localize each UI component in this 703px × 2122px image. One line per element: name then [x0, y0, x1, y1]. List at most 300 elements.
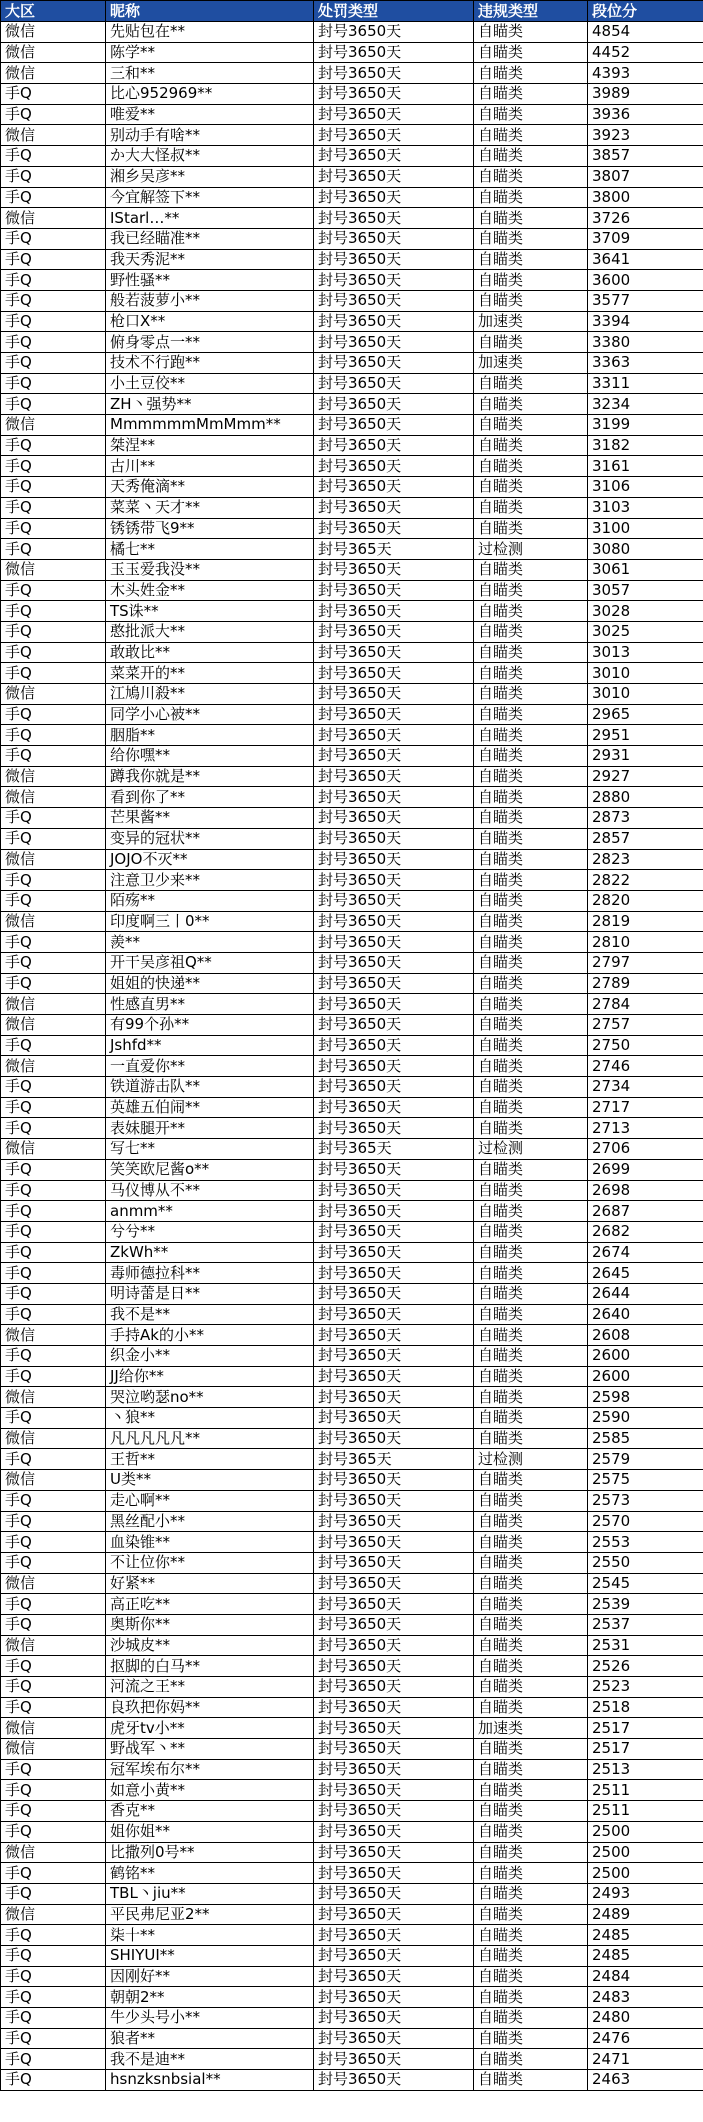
- cell-rank-score: 2511: [588, 1801, 703, 1822]
- cell-penalty: 封号3650天: [314, 290, 474, 311]
- cell-rank-score: 2880: [588, 787, 703, 808]
- table-row: [1, 1801, 703, 1822]
- cell-region: 手Q: [1, 1346, 106, 1367]
- cell-rank-score: 3923: [588, 125, 703, 146]
- cell-penalty: 封号3650天: [314, 2070, 474, 2091]
- cell-penalty: 封号3650天: [314, 146, 474, 167]
- cell-violation: 自瞄类: [474, 2070, 588, 2091]
- cell-nickname: 姐你姐**: [106, 1821, 314, 1842]
- cell-violation: 自瞄类: [474, 2028, 588, 2049]
- cell-nickname: 血染锥**: [106, 1532, 314, 1553]
- cell-nickname: 良玖把你妈**: [106, 1697, 314, 1718]
- table-row: [1, 1159, 703, 1180]
- cell-rank-score: 3311: [588, 373, 703, 394]
- cell-rank-score: 2750: [588, 1035, 703, 1056]
- cell-penalty: 封号3650天: [314, 84, 474, 105]
- cell-penalty: 封号3650天: [314, 1656, 474, 1677]
- cell-region: 手Q: [1, 270, 106, 291]
- cell-region: 微信: [1, 1428, 106, 1449]
- cell-violation: 自瞄类: [474, 1801, 588, 1822]
- cell-violation: 自瞄类: [474, 1201, 588, 1222]
- cell-penalty: 封号3650天: [314, 249, 474, 270]
- cell-rank-score: 2500: [588, 1821, 703, 1842]
- cell-violation: 自瞄类: [474, 1945, 588, 1966]
- cell-violation: 自瞄类: [474, 208, 588, 229]
- table-row: [1, 1842, 703, 1863]
- cell-rank-score: 2537: [588, 1614, 703, 1635]
- table-row: [1, 1821, 703, 1842]
- cell-nickname: 胭脂**: [106, 725, 314, 746]
- cell-nickname: 锈锈带飞9**: [106, 518, 314, 539]
- cell-penalty: 封号3650天: [314, 1490, 474, 1511]
- cell-region: 微信: [1, 849, 106, 870]
- cell-region: 手Q: [1, 290, 106, 311]
- table-row: [1, 1532, 703, 1553]
- cell-rank-score: 3380: [588, 332, 703, 353]
- cell-violation: 自瞄类: [474, 1097, 588, 1118]
- cell-penalty: 封号3650天: [314, 684, 474, 705]
- cell-nickname: 野战军丶**: [106, 1739, 314, 1760]
- cell-region: 手Q: [1, 1077, 106, 1098]
- cell-rank-score: 2485: [588, 1925, 703, 1946]
- table-row: [1, 1945, 703, 1966]
- cell-nickname: IStarl…**: [106, 208, 314, 229]
- cell-violation: 加速类: [474, 311, 588, 332]
- cell-region: 手Q: [1, 1408, 106, 1429]
- cell-penalty: 封号3650天: [314, 1677, 474, 1698]
- cell-region: 手Q: [1, 642, 106, 663]
- cell-region: 微信: [1, 1739, 106, 1760]
- cell-region: 手Q: [1, 1780, 106, 1801]
- cell-nickname: 小土豆佼**: [106, 373, 314, 394]
- cell-nickname: 桀涅**: [106, 435, 314, 456]
- cell-violation: 自瞄类: [474, 1573, 588, 1594]
- cell-rank-score: 3013: [588, 642, 703, 663]
- cell-rank-score: 2553: [588, 1532, 703, 1553]
- cell-rank-score: 2645: [588, 1263, 703, 1284]
- cell-violation: 自瞄类: [474, 1242, 588, 1263]
- cell-nickname: 鹤铭**: [106, 1863, 314, 1884]
- cell-nickname: 因刚好**: [106, 1966, 314, 1987]
- cell-violation: 自瞄类: [474, 704, 588, 725]
- cell-rank-score: 2789: [588, 973, 703, 994]
- cell-region: 手Q: [1, 187, 106, 208]
- cell-rank-score: 2575: [588, 1470, 703, 1491]
- cell-penalty: 封号3650天: [314, 1015, 474, 1036]
- cell-violation: 自瞄类: [474, 1325, 588, 1346]
- cell-rank-score: 2463: [588, 2070, 703, 2091]
- cell-nickname: 先贴包在**: [106, 22, 314, 43]
- cell-penalty: 封号3650天: [314, 1387, 474, 1408]
- cell-nickname: anmm**: [106, 1201, 314, 1222]
- cell-penalty: 封号3650天: [314, 42, 474, 63]
- cell-violation: 自瞄类: [474, 228, 588, 249]
- cell-penalty: 封号3650天: [314, 518, 474, 539]
- cell-violation: 自瞄类: [474, 290, 588, 311]
- cell-rank-score: 2600: [588, 1366, 703, 1387]
- table-row: [1, 1883, 703, 1904]
- cell-penalty: 封号3650天: [314, 932, 474, 953]
- cell-penalty: 封号3650天: [314, 1408, 474, 1429]
- cell-violation: 自瞄类: [474, 787, 588, 808]
- cell-nickname: 手持Ak的小**: [106, 1325, 314, 1346]
- cell-violation: 自瞄类: [474, 1035, 588, 1056]
- cell-penalty: 封号3650天: [314, 166, 474, 187]
- cell-rank-score: 2857: [588, 828, 703, 849]
- table-row: [1, 518, 703, 539]
- table-row: [1, 1718, 703, 1739]
- cell-region: 手Q: [1, 1304, 106, 1325]
- cell-nickname: 王哲**: [106, 1449, 314, 1470]
- cell-violation: 自瞄类: [474, 1428, 588, 1449]
- cell-region: 手Q: [1, 435, 106, 456]
- cell-nickname: ZH丶强势**: [106, 394, 314, 415]
- cell-region: 手Q: [1, 1532, 106, 1553]
- cell-penalty: 封号3650天: [314, 125, 474, 146]
- cell-penalty: 封号3650天: [314, 621, 474, 642]
- cell-nickname: 看到你了**: [106, 787, 314, 808]
- cell-penalty: 封号365天: [314, 1449, 474, 1470]
- cell-nickname: 别动手有啥**: [106, 125, 314, 146]
- cell-rank-score: 2539: [588, 1594, 703, 1615]
- cell-region: 手Q: [1, 2070, 106, 2091]
- cell-region: 微信: [1, 1056, 106, 1077]
- cell-rank-score: 3800: [588, 187, 703, 208]
- cell-region: 手Q: [1, 146, 106, 167]
- cell-rank-score: 2517: [588, 1739, 703, 1760]
- cell-region: 手Q: [1, 890, 106, 911]
- cell-region: 手Q: [1, 332, 106, 353]
- cell-nickname: 陌殇**: [106, 890, 314, 911]
- cell-rank-score: 2713: [588, 1118, 703, 1139]
- cell-rank-score: 3641: [588, 249, 703, 270]
- cell-region: 手Q: [1, 1097, 106, 1118]
- cell-nickname: 玉玉爱我没**: [106, 559, 314, 580]
- cell-violation: 自瞄类: [474, 1883, 588, 1904]
- cell-penalty: 封号365天: [314, 539, 474, 560]
- table-row: [1, 1015, 703, 1036]
- table-row: [1, 1056, 703, 1077]
- table-row: [1, 1966, 703, 1987]
- cell-rank-score: 3363: [588, 353, 703, 374]
- cell-region: 手Q: [1, 1035, 106, 1056]
- cell-nickname: 陈学**: [106, 42, 314, 63]
- cell-rank-score: 2523: [588, 1677, 703, 1698]
- cell-violation: 自瞄类: [474, 1118, 588, 1139]
- cell-nickname: 丶狼**: [106, 1408, 314, 1429]
- table-row: [1, 42, 703, 63]
- table-row: [1, 559, 703, 580]
- cell-violation: 自瞄类: [474, 725, 588, 746]
- cell-violation: 自瞄类: [474, 477, 588, 498]
- cell-violation: 自瞄类: [474, 808, 588, 829]
- cell-rank-score: 2819: [588, 911, 703, 932]
- cell-violation: 自瞄类: [474, 1966, 588, 1987]
- cell-penalty: 封号3650天: [314, 973, 474, 994]
- table-row: [1, 1470, 703, 1491]
- table-row: [1, 146, 703, 167]
- cell-region: 手Q: [1, 166, 106, 187]
- cell-penalty: 封号3650天: [314, 1925, 474, 1946]
- table-row: [1, 1759, 703, 1780]
- cell-region: 手Q: [1, 1242, 106, 1263]
- cell-region: 微信: [1, 22, 106, 43]
- table-row: [1, 890, 703, 911]
- cell-violation: 自瞄类: [474, 394, 588, 415]
- cell-region: 微信: [1, 1904, 106, 1925]
- cell-penalty: 封号3650天: [314, 952, 474, 973]
- cell-penalty: 封号3650天: [314, 1966, 474, 1987]
- cell-violation: 自瞄类: [474, 63, 588, 84]
- cell-region: 手Q: [1, 353, 106, 374]
- cell-rank-score: 2823: [588, 849, 703, 870]
- cell-region: 手Q: [1, 1925, 106, 1946]
- cell-violation: 自瞄类: [474, 1180, 588, 1201]
- cell-penalty: 封号3650天: [314, 1614, 474, 1635]
- cell-nickname: 英雄五伯闹**: [106, 1097, 314, 1118]
- table-row: [1, 1242, 703, 1263]
- cell-region: 手Q: [1, 1966, 106, 1987]
- cell-rank-score: 3057: [588, 580, 703, 601]
- cell-region: 手Q: [1, 373, 106, 394]
- cell-penalty: 封号365天: [314, 1139, 474, 1160]
- cell-nickname: 表妹腿开**: [106, 1118, 314, 1139]
- cell-violation: 自瞄类: [474, 621, 588, 642]
- cell-nickname: ZkWh**: [106, 1242, 314, 1263]
- cell-region: 微信: [1, 684, 106, 705]
- cell-penalty: 封号3650天: [314, 1780, 474, 1801]
- cell-rank-score: 2873: [588, 808, 703, 829]
- cell-rank-score: 2483: [588, 1987, 703, 2008]
- cell-rank-score: 2579: [588, 1449, 703, 1470]
- cell-region: 微信: [1, 1573, 106, 1594]
- cell-region: 手Q: [1, 2049, 106, 2070]
- cell-region: 手Q: [1, 808, 106, 829]
- table-row: [1, 1863, 703, 1884]
- cell-rank-score: 2500: [588, 1863, 703, 1884]
- cell-rank-score: 2757: [588, 1015, 703, 1036]
- cell-violation: 自瞄类: [474, 1366, 588, 1387]
- table-row: [1, 187, 703, 208]
- cell-rank-score: 4452: [588, 42, 703, 63]
- cell-rank-score: 2476: [588, 2028, 703, 2049]
- table-row: [1, 1263, 703, 1284]
- cell-violation: 自瞄类: [474, 84, 588, 105]
- cell-rank-score: 2698: [588, 1180, 703, 1201]
- cell-region: 手Q: [1, 1118, 106, 1139]
- cell-nickname: 我不是迪**: [106, 2049, 314, 2070]
- cell-region: 手Q: [1, 1159, 106, 1180]
- cell-violation: 自瞄类: [474, 663, 588, 684]
- cell-penalty: 封号3650天: [314, 849, 474, 870]
- cell-penalty: 封号3650天: [314, 828, 474, 849]
- cell-penalty: 封号3650天: [314, 1821, 474, 1842]
- cell-nickname: 一直爱你**: [106, 1056, 314, 1077]
- cell-nickname: 沙城皮**: [106, 1635, 314, 1656]
- cell-penalty: 封号3650天: [314, 22, 474, 43]
- cell-region: 手Q: [1, 249, 106, 270]
- table-row: [1, 1097, 703, 1118]
- cell-nickname: TS诛**: [106, 601, 314, 622]
- cell-region: 手Q: [1, 1677, 106, 1698]
- cell-penalty: 封号3650天: [314, 1097, 474, 1118]
- cell-region: 手Q: [1, 621, 106, 642]
- cell-nickname: 织金小**: [106, 1346, 314, 1367]
- cell-violation: 自瞄类: [474, 684, 588, 705]
- cell-nickname: 马仪博从不**: [106, 1180, 314, 1201]
- cell-rank-score: 2585: [588, 1428, 703, 1449]
- cell-rank-score: 4393: [588, 63, 703, 84]
- cell-region: 手Q: [1, 663, 106, 684]
- table-row: [1, 1511, 703, 1532]
- table-row: [1, 994, 703, 1015]
- cell-violation: 自瞄类: [474, 518, 588, 539]
- cell-penalty: 封号3650天: [314, 1263, 474, 1284]
- cell-region: 手Q: [1, 1801, 106, 1822]
- cell-region: 手Q: [1, 311, 106, 332]
- cell-penalty: 封号3650天: [314, 1987, 474, 2008]
- cell-violation: 自瞄类: [474, 1552, 588, 1573]
- table-row: [1, 601, 703, 622]
- table-row: [1, 1925, 703, 1946]
- cell-rank-score: 2951: [588, 725, 703, 746]
- cell-rank-score: 3061: [588, 559, 703, 580]
- cell-region: 微信: [1, 125, 106, 146]
- cell-violation: 自瞄类: [474, 187, 588, 208]
- cell-region: 手Q: [1, 1863, 106, 1884]
- cell-penalty: 封号3650天: [314, 559, 474, 580]
- cell-rank-score: 3600: [588, 270, 703, 291]
- cell-region: 微信: [1, 208, 106, 229]
- cell-violation: 自瞄类: [474, 146, 588, 167]
- cell-region: 手Q: [1, 932, 106, 953]
- cell-violation: 自瞄类: [474, 580, 588, 601]
- cell-nickname: Jshfd**: [106, 1035, 314, 1056]
- cell-penalty: 封号3650天: [314, 63, 474, 84]
- cell-rank-score: 2931: [588, 746, 703, 767]
- cell-violation: 自瞄类: [474, 415, 588, 436]
- cell-penalty: 封号3650天: [314, 1283, 474, 1304]
- cell-region: 手Q: [1, 580, 106, 601]
- cell-nickname: 好紧**: [106, 1573, 314, 1594]
- cell-nickname: 印度啊三丨0**: [106, 911, 314, 932]
- cell-violation: 自瞄类: [474, 1346, 588, 1367]
- table-row: [1, 1780, 703, 1801]
- cell-nickname: 蹲我你就是**: [106, 766, 314, 787]
- cell-region: 手Q: [1, 1697, 106, 1718]
- cell-nickname: 我天秀泥**: [106, 249, 314, 270]
- cell-penalty: 封号3650天: [314, 725, 474, 746]
- cell-region: 微信: [1, 1325, 106, 1346]
- cell-region: 微信: [1, 42, 106, 63]
- table-row: [1, 1697, 703, 1718]
- cell-nickname: 今宜解签下**: [106, 187, 314, 208]
- header-row: [1, 1, 703, 22]
- table-row: [1, 1739, 703, 1760]
- cell-rank-score: 3010: [588, 663, 703, 684]
- table-row: [1, 497, 703, 518]
- table-row: [1, 642, 703, 663]
- cell-penalty: 封号3650天: [314, 1842, 474, 1863]
- cell-nickname: 芒果酱**: [106, 808, 314, 829]
- table-row: [1, 2028, 703, 2049]
- cell-region: 手Q: [1, 828, 106, 849]
- cell-violation: 自瞄类: [474, 1408, 588, 1429]
- cell-penalty: 封号3650天: [314, 1118, 474, 1139]
- cell-region: 手Q: [1, 1614, 106, 1635]
- cell-rank-score: 2699: [588, 1159, 703, 1180]
- cell-penalty: 封号3650天: [314, 1801, 474, 1822]
- table-row: [1, 1118, 703, 1139]
- cell-region: 手Q: [1, 1221, 106, 1242]
- cell-penalty: 封号3650天: [314, 1739, 474, 1760]
- table-row: [1, 725, 703, 746]
- cell-region: 手Q: [1, 1490, 106, 1511]
- cell-rank-score: 2517: [588, 1718, 703, 1739]
- cell-region: 手Q: [1, 601, 106, 622]
- cell-rank-score: 2550: [588, 1552, 703, 1573]
- cell-nickname: 同学小心被**: [106, 704, 314, 725]
- cell-violation: 自瞄类: [474, 1594, 588, 1615]
- table-row: [1, 746, 703, 767]
- cell-rank-score: 3182: [588, 435, 703, 456]
- table-row: [1, 1077, 703, 1098]
- cell-penalty: 封号3650天: [314, 270, 474, 291]
- cell-rank-score: 3394: [588, 311, 703, 332]
- cell-rank-score: 3010: [588, 684, 703, 705]
- cell-penalty: 封号3650天: [314, 1325, 474, 1346]
- cell-region: 手Q: [1, 84, 106, 105]
- cell-region: 微信: [1, 559, 106, 580]
- cell-region: 手Q: [1, 2008, 106, 2029]
- cell-nickname: 唯爱**: [106, 104, 314, 125]
- cell-rank-score: 2706: [588, 1139, 703, 1160]
- cell-region: 微信: [1, 1139, 106, 1160]
- cell-violation: 自瞄类: [474, 1490, 588, 1511]
- cell-nickname: 技术不行跑**: [106, 353, 314, 374]
- cell-nickname: 江鳩川殺**: [106, 684, 314, 705]
- table-row: [1, 2049, 703, 2070]
- cell-nickname: 木头姓金**: [106, 580, 314, 601]
- cell-rank-score: 2531: [588, 1635, 703, 1656]
- cell-violation: 自瞄类: [474, 497, 588, 518]
- cell-rank-score: 2545: [588, 1573, 703, 1594]
- cell-region: 手Q: [1, 870, 106, 891]
- cell-violation: 自瞄类: [474, 766, 588, 787]
- cell-region: 微信: [1, 1635, 106, 1656]
- cell-penalty: 封号3650天: [314, 1304, 474, 1325]
- cell-region: 微信: [1, 766, 106, 787]
- cell-violation: 自瞄类: [474, 1015, 588, 1036]
- cell-nickname: 菜菜丶天才**: [106, 497, 314, 518]
- cell-nickname: 我已经瞄准**: [106, 228, 314, 249]
- table-row: [1, 415, 703, 436]
- table-row: [1, 911, 703, 932]
- table-row: [1, 1614, 703, 1635]
- cell-rank-score: 3807: [588, 166, 703, 187]
- cell-violation: 自瞄类: [474, 1821, 588, 1842]
- cell-nickname: 古川**: [106, 456, 314, 477]
- cell-violation: 自瞄类: [474, 1904, 588, 1925]
- table-row: [1, 849, 703, 870]
- cell-violation: 自瞄类: [474, 870, 588, 891]
- cell-penalty: 封号3650天: [314, 1904, 474, 1925]
- cell-penalty: 封号3650天: [314, 1532, 474, 1553]
- cell-penalty: 封号3650天: [314, 1346, 474, 1367]
- table-row: [1, 663, 703, 684]
- cell-region: 微信: [1, 1470, 106, 1491]
- table-row: [1, 353, 703, 374]
